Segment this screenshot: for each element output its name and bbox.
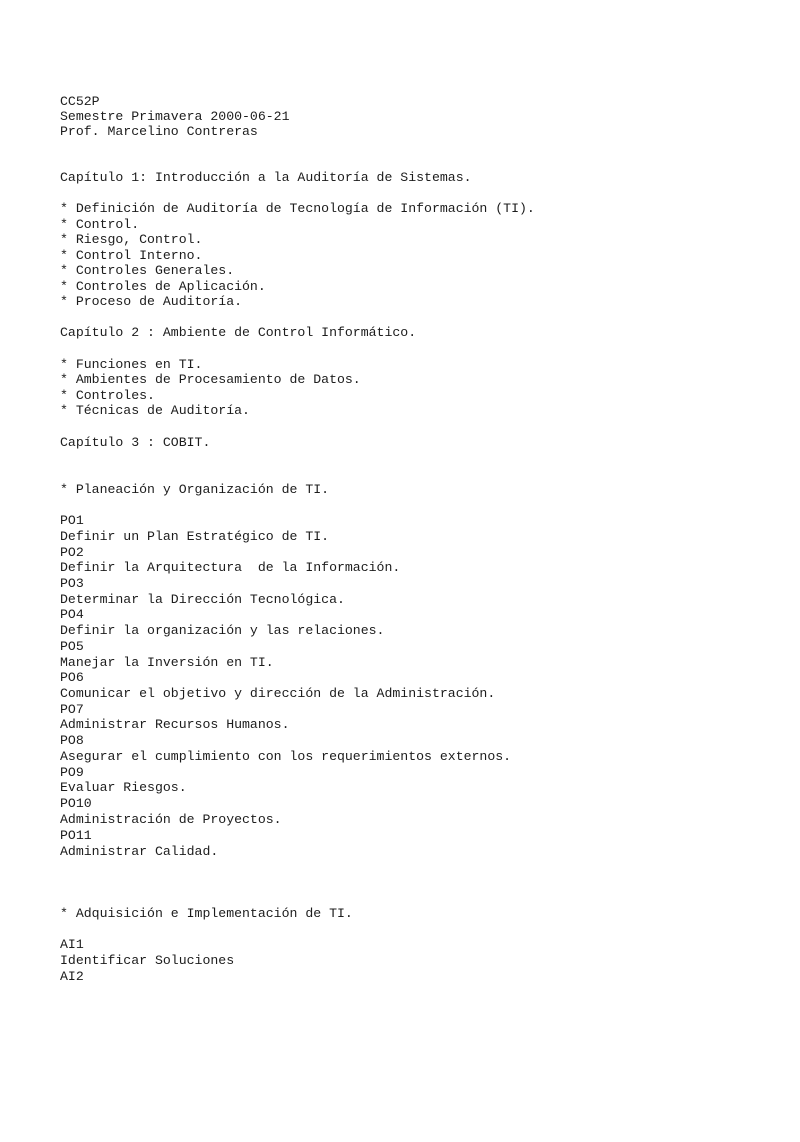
list-item: * Controles Generales.: [60, 263, 235, 278]
process-code: PO6: [60, 670, 84, 685]
chapter-3-title: Capítulo 3 : COBIT.: [60, 435, 211, 450]
list-item: * Control Interno.: [60, 248, 203, 263]
process-name: Definir la Arquitectura de la Información.: [60, 560, 401, 575]
professor-line: Prof. Marcelino Contreras: [60, 124, 258, 139]
process-code: PO10: [60, 796, 92, 811]
semester-line: Semestre Primavera 2000-06-21: [60, 109, 290, 124]
list-item: * Ambientes de Procesamiento de Datos.: [60, 372, 361, 387]
list-item: * Riesgo, Control.: [60, 232, 203, 247]
process-code: PO7: [60, 702, 84, 717]
process-code: PO4: [60, 607, 84, 622]
process-name: Administrar Recursos Humanos.: [60, 717, 290, 732]
list-item: * Proceso de Auditoría.: [60, 294, 243, 309]
process-name: Identificar Soluciones: [60, 953, 235, 968]
process-name: Definir la organización y las relaciones.: [60, 623, 385, 638]
process-code: PO9: [60, 765, 84, 780]
process-name: Definir un Plan Estratégico de TI.: [60, 529, 330, 544]
process-code: PO3: [60, 576, 84, 591]
section-title-planning: * Planeación y Organización de TI.: [60, 482, 330, 497]
process-name: Evaluar Riesgos.: [60, 780, 187, 795]
process-name: Determinar la Dirección Tecnológica.: [60, 592, 345, 607]
process-code: AI1: [60, 937, 84, 952]
list-item: * Funciones en TI.: [60, 357, 203, 372]
process-name: Administrar Calidad.: [60, 844, 219, 859]
process-name: Asegurar el cumplimiento con los requerimientos externos.: [60, 749, 512, 764]
process-name: Manejar la Inversión en TI.: [60, 655, 274, 670]
process-code: PO2: [60, 545, 84, 560]
chapter-1-title: Capítulo 1: Introducción a la Auditoría de Sistemas.: [60, 170, 472, 185]
process-code: PO11: [60, 828, 92, 843]
process-code: PO8: [60, 733, 84, 748]
list-item: * Controles.: [60, 388, 155, 403]
process-code: PO1: [60, 513, 84, 528]
process-code: PO5: [60, 639, 84, 654]
section-title-acquisition: * Adquisición e Implementación de TI.: [60, 906, 353, 921]
process-name: Comunicar el objetivo y dirección de la Administración.: [60, 686, 496, 701]
process-name: Administración de Proyectos.: [60, 812, 282, 827]
list-item: * Técnicas de Auditoría.: [60, 403, 250, 418]
course-code: CC52P: [60, 94, 100, 109]
list-item: * Controles de Aplicación.: [60, 279, 266, 294]
chapter-2-title: Capítulo 2 : Ambiente de Control Informático.: [60, 325, 417, 340]
list-item: * Definición de Auditoría de Tecnología de Información (TI).: [60, 201, 535, 216]
list-item: * Control.: [60, 217, 140, 232]
process-code: AI2: [60, 969, 84, 984]
